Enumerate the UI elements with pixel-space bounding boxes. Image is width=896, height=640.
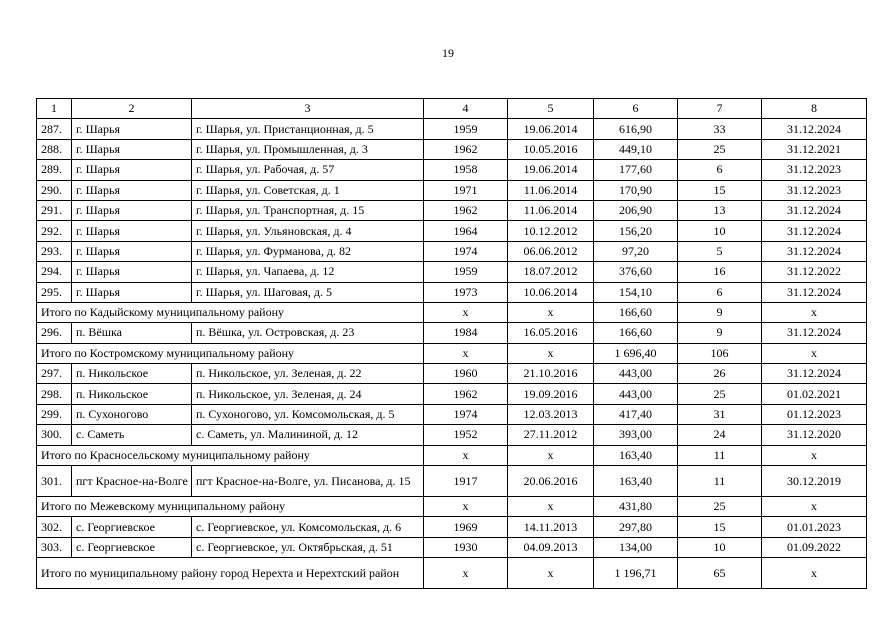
year-cell: 1959 bbox=[424, 262, 508, 282]
area-cell: 154,10 bbox=[594, 282, 678, 302]
year-cell: 1962 bbox=[424, 200, 508, 220]
table-row bbox=[37, 221, 867, 241]
row-number: 290. bbox=[37, 180, 72, 200]
total-label: Итого по Костромскому муниципальному району bbox=[37, 343, 424, 363]
table-header-row bbox=[37, 99, 867, 119]
date-cell: 21.10.2016 bbox=[508, 364, 594, 384]
row-number: 288. bbox=[37, 139, 72, 159]
total-row bbox=[37, 343, 867, 363]
year-cell: 1971 bbox=[424, 180, 508, 200]
table-row bbox=[37, 119, 867, 139]
settlement-cell: п. Сухоногово bbox=[72, 404, 192, 424]
area-cell: 163,40 bbox=[594, 466, 678, 497]
people-cell: 16 bbox=[678, 262, 762, 282]
deadline-cell: х bbox=[762, 302, 867, 322]
table-row bbox=[37, 323, 867, 343]
address-cell: п. Никольское, ул. Зеленая, д. 24 bbox=[192, 384, 424, 404]
address-cell: с. Георгиевское, ул. Октябрьская, д. 51 bbox=[192, 537, 424, 557]
row-number: 291. bbox=[37, 200, 72, 220]
area-cell: 166,60 bbox=[594, 302, 678, 322]
people-cell: 65 bbox=[678, 558, 762, 589]
area-cell: 443,00 bbox=[594, 384, 678, 404]
table-row bbox=[37, 180, 867, 200]
year-cell: х bbox=[424, 445, 508, 465]
deadline-cell: 31.12.2024 bbox=[762, 221, 867, 241]
address-cell: п. Сухоногово, ул. Комсомольская, д. 5 bbox=[192, 404, 424, 424]
year-cell: 1958 bbox=[424, 160, 508, 180]
table-row bbox=[37, 262, 867, 282]
table-row bbox=[37, 160, 867, 180]
year-cell: х bbox=[424, 497, 508, 517]
date-cell: 16.05.2016 bbox=[508, 323, 594, 343]
year-cell: х bbox=[424, 558, 508, 589]
total-label: Итого по Красносельскому муниципальному району bbox=[37, 445, 424, 465]
deadline-cell: 31.12.2024 bbox=[762, 282, 867, 302]
year-cell: 1984 bbox=[424, 323, 508, 343]
people-cell: 31 bbox=[678, 404, 762, 424]
year-cell: 1930 bbox=[424, 537, 508, 557]
total-label: Итого по Кадыйскому муниципальному району bbox=[37, 302, 424, 322]
table-row bbox=[37, 404, 867, 424]
address-cell: г. Шарья, ул. Ульяновская, д. 4 bbox=[192, 221, 424, 241]
page-number: 19 bbox=[442, 46, 454, 60]
year-cell: х bbox=[424, 302, 508, 322]
year-cell: 1973 bbox=[424, 282, 508, 302]
date-cell: х bbox=[508, 497, 594, 517]
people-cell: 13 bbox=[678, 200, 762, 220]
settlement-cell: г. Шарья bbox=[72, 241, 192, 261]
year-cell: 1960 bbox=[424, 364, 508, 384]
settlement-cell: с. Георгиевское bbox=[72, 517, 192, 537]
row-number: 298. bbox=[37, 384, 72, 404]
column-header: 3 bbox=[192, 99, 424, 119]
settlement-cell: г. Шарья bbox=[72, 200, 192, 220]
address-cell: г. Шарья, ул. Транспортная, д. 15 bbox=[192, 200, 424, 220]
address-cell: г. Шарья, ул. Шаговая, д. 5 bbox=[192, 282, 424, 302]
area-cell: 134,00 bbox=[594, 537, 678, 557]
people-cell: 15 bbox=[678, 517, 762, 537]
people-cell: 9 bbox=[678, 302, 762, 322]
address-cell: п. Вёшка, ул. Островская, д. 23 bbox=[192, 323, 424, 343]
deadline-cell: 31.12.2024 bbox=[762, 200, 867, 220]
area-cell: 163,40 bbox=[594, 445, 678, 465]
row-number: 295. bbox=[37, 282, 72, 302]
settlement-cell: с. Георгиевское bbox=[72, 537, 192, 557]
people-cell: 25 bbox=[678, 384, 762, 404]
people-cell: 6 bbox=[678, 282, 762, 302]
area-cell: 616,90 bbox=[594, 119, 678, 139]
people-cell: 11 bbox=[678, 445, 762, 465]
table-row bbox=[37, 425, 867, 445]
deadline-cell: 31.12.2020 bbox=[762, 425, 867, 445]
deadline-cell: 31.12.2024 bbox=[762, 323, 867, 343]
date-cell: х bbox=[508, 558, 594, 589]
people-cell: 6 bbox=[678, 160, 762, 180]
date-cell: 12.03.2013 bbox=[508, 404, 594, 424]
total-row bbox=[37, 558, 867, 589]
table-row bbox=[37, 517, 867, 537]
row-number: 289. bbox=[37, 160, 72, 180]
area-cell: 206,90 bbox=[594, 200, 678, 220]
people-cell: 25 bbox=[678, 139, 762, 159]
area-cell: 1 196,71 bbox=[594, 558, 678, 589]
address-cell: г. Шарья, ул. Советская, д. 1 bbox=[192, 180, 424, 200]
area-cell: 431,80 bbox=[594, 497, 678, 517]
row-number: 300. bbox=[37, 425, 72, 445]
row-number: 297. bbox=[37, 364, 72, 384]
deadline-cell: 01.09.2022 bbox=[762, 537, 867, 557]
settlement-cell: г. Шарья bbox=[72, 180, 192, 200]
deadline-cell: 31.12.2023 bbox=[762, 160, 867, 180]
year-cell: 1959 bbox=[424, 119, 508, 139]
date-cell: 10.12.2012 bbox=[508, 221, 594, 241]
deadline-cell: 01.01.2023 bbox=[762, 517, 867, 537]
deadline-cell: х bbox=[762, 445, 867, 465]
table-row bbox=[37, 537, 867, 557]
table-row bbox=[37, 241, 867, 261]
deadline-cell: 31.12.2023 bbox=[762, 180, 867, 200]
total-label: Итого по Межевскому муниципальному району bbox=[37, 497, 424, 517]
year-cell: х bbox=[424, 343, 508, 363]
row-number: 303. bbox=[37, 537, 72, 557]
area-cell: 376,60 bbox=[594, 262, 678, 282]
column-header: 5 bbox=[508, 99, 594, 119]
deadline-cell: 01.12.2023 bbox=[762, 404, 867, 424]
deadline-cell: 01.02.2021 bbox=[762, 384, 867, 404]
people-cell: 9 bbox=[678, 323, 762, 343]
address-cell: г. Шарья, ул. Чапаева, д. 12 bbox=[192, 262, 424, 282]
settlement-cell: г. Шарья bbox=[72, 160, 192, 180]
address-cell: пгт Красное-на-Волге, ул. Писанова, д. 15 bbox=[192, 466, 424, 497]
date-cell: 06.06.2012 bbox=[508, 241, 594, 261]
row-number: 301. bbox=[37, 466, 72, 497]
row-number: 296. bbox=[37, 323, 72, 343]
year-cell: 1964 bbox=[424, 221, 508, 241]
people-cell: 10 bbox=[678, 537, 762, 557]
settlement-cell: п. Никольское bbox=[72, 364, 192, 384]
table-body bbox=[37, 119, 867, 589]
address-cell: г. Шарья, ул. Фурманова, д. 82 bbox=[192, 241, 424, 261]
table-row bbox=[37, 200, 867, 220]
date-cell: 11.06.2014 bbox=[508, 180, 594, 200]
table-row bbox=[37, 466, 867, 497]
settlement-cell: г. Шарья bbox=[72, 282, 192, 302]
address-cell: г. Шарья, ул. Рабочая, д. 57 bbox=[192, 160, 424, 180]
people-cell: 5 bbox=[678, 241, 762, 261]
people-cell: 106 bbox=[678, 343, 762, 363]
area-cell: 449,10 bbox=[594, 139, 678, 159]
settlement-cell: с. Саметь bbox=[72, 425, 192, 445]
people-cell: 25 bbox=[678, 497, 762, 517]
year-cell: 1974 bbox=[424, 404, 508, 424]
date-cell: 10.05.2016 bbox=[508, 139, 594, 159]
date-cell: х bbox=[508, 445, 594, 465]
people-cell: 24 bbox=[678, 425, 762, 445]
deadline-cell: х bbox=[762, 497, 867, 517]
deadline-cell: 31.12.2022 bbox=[762, 262, 867, 282]
settlement-cell: г. Шарья bbox=[72, 221, 192, 241]
row-number: 299. bbox=[37, 404, 72, 424]
table-row bbox=[37, 364, 867, 384]
people-cell: 26 bbox=[678, 364, 762, 384]
total-row bbox=[37, 445, 867, 465]
settlement-cell: г. Шарья bbox=[72, 119, 192, 139]
settlement-cell: г. Шарья bbox=[72, 262, 192, 282]
area-cell: 97,20 bbox=[594, 241, 678, 261]
year-cell: 1917 bbox=[424, 466, 508, 497]
column-header: 7 bbox=[678, 99, 762, 119]
address-cell: с. Саметь, ул. Малининой, д. 12 bbox=[192, 425, 424, 445]
total-label: Итого по муниципальному району город Нерехта и Нерехтский район bbox=[37, 558, 424, 589]
year-cell: 1969 bbox=[424, 517, 508, 537]
column-header: 2 bbox=[72, 99, 192, 119]
area-cell: 177,60 bbox=[594, 160, 678, 180]
area-cell: 417,40 bbox=[594, 404, 678, 424]
column-header: 8 bbox=[762, 99, 867, 119]
year-cell: 1952 bbox=[424, 425, 508, 445]
date-cell: 19.06.2014 bbox=[508, 160, 594, 180]
date-cell: 04.09.2013 bbox=[508, 537, 594, 557]
column-header: 4 bbox=[424, 99, 508, 119]
date-cell: 10.06.2014 bbox=[508, 282, 594, 302]
total-row bbox=[37, 302, 867, 322]
year-cell: 1962 bbox=[424, 139, 508, 159]
housing-registry-table bbox=[36, 98, 867, 589]
date-cell: х bbox=[508, 343, 594, 363]
area-cell: 166,60 bbox=[594, 323, 678, 343]
date-cell: х bbox=[508, 302, 594, 322]
settlement-cell: г. Шарья bbox=[72, 139, 192, 159]
people-cell: 33 bbox=[678, 119, 762, 139]
date-cell: 11.06.2014 bbox=[508, 200, 594, 220]
date-cell: 18.07.2012 bbox=[508, 262, 594, 282]
column-header: 1 bbox=[37, 99, 72, 119]
table-row bbox=[37, 282, 867, 302]
row-number: 287. bbox=[37, 119, 72, 139]
address-cell: п. Никольское, ул. Зеленая, д. 22 bbox=[192, 364, 424, 384]
people-cell: 15 bbox=[678, 180, 762, 200]
address-cell: г. Шарья, ул. Пристанционная, д. 5 bbox=[192, 119, 424, 139]
deadline-cell: 31.12.2021 bbox=[762, 139, 867, 159]
area-cell: 393,00 bbox=[594, 425, 678, 445]
settlement-cell: п. Никольское bbox=[72, 384, 192, 404]
row-number: 292. bbox=[37, 221, 72, 241]
table-row bbox=[37, 384, 867, 404]
row-number: 302. bbox=[37, 517, 72, 537]
column-header: 6 bbox=[594, 99, 678, 119]
row-number: 293. bbox=[37, 241, 72, 261]
area-cell: 443,00 bbox=[594, 364, 678, 384]
deadline-cell: 31.12.2024 bbox=[762, 119, 867, 139]
people-cell: 11 bbox=[678, 466, 762, 497]
address-cell: с. Георгиевское, ул. Комсомольская, д. 6 bbox=[192, 517, 424, 537]
area-cell: 297,80 bbox=[594, 517, 678, 537]
row-number: 294. bbox=[37, 262, 72, 282]
table-row bbox=[37, 139, 867, 159]
date-cell: 19.06.2014 bbox=[508, 119, 594, 139]
settlement-cell: пгт Красное-на-Волге bbox=[72, 466, 192, 497]
address-cell: г. Шарья, ул. Промышленная, д. 3 bbox=[192, 139, 424, 159]
date-cell: 27.11.2012 bbox=[508, 425, 594, 445]
deadline-cell: 31.12.2024 bbox=[762, 241, 867, 261]
deadline-cell: 30.12.2019 bbox=[762, 466, 867, 497]
year-cell: 1974 bbox=[424, 241, 508, 261]
date-cell: 20.06.2016 bbox=[508, 466, 594, 497]
date-cell: 19.09.2016 bbox=[508, 384, 594, 404]
date-cell: 14.11.2013 bbox=[508, 517, 594, 537]
people-cell: 10 bbox=[678, 221, 762, 241]
area-cell: 170,90 bbox=[594, 180, 678, 200]
area-cell: 1 696,40 bbox=[594, 343, 678, 363]
deadline-cell: 31.12.2024 bbox=[762, 364, 867, 384]
settlement-cell: п. Вёшка bbox=[72, 323, 192, 343]
deadline-cell: х bbox=[762, 343, 867, 363]
total-row bbox=[37, 497, 867, 517]
area-cell: 156,20 bbox=[594, 221, 678, 241]
deadline-cell: х bbox=[762, 558, 867, 589]
year-cell: 1962 bbox=[424, 384, 508, 404]
